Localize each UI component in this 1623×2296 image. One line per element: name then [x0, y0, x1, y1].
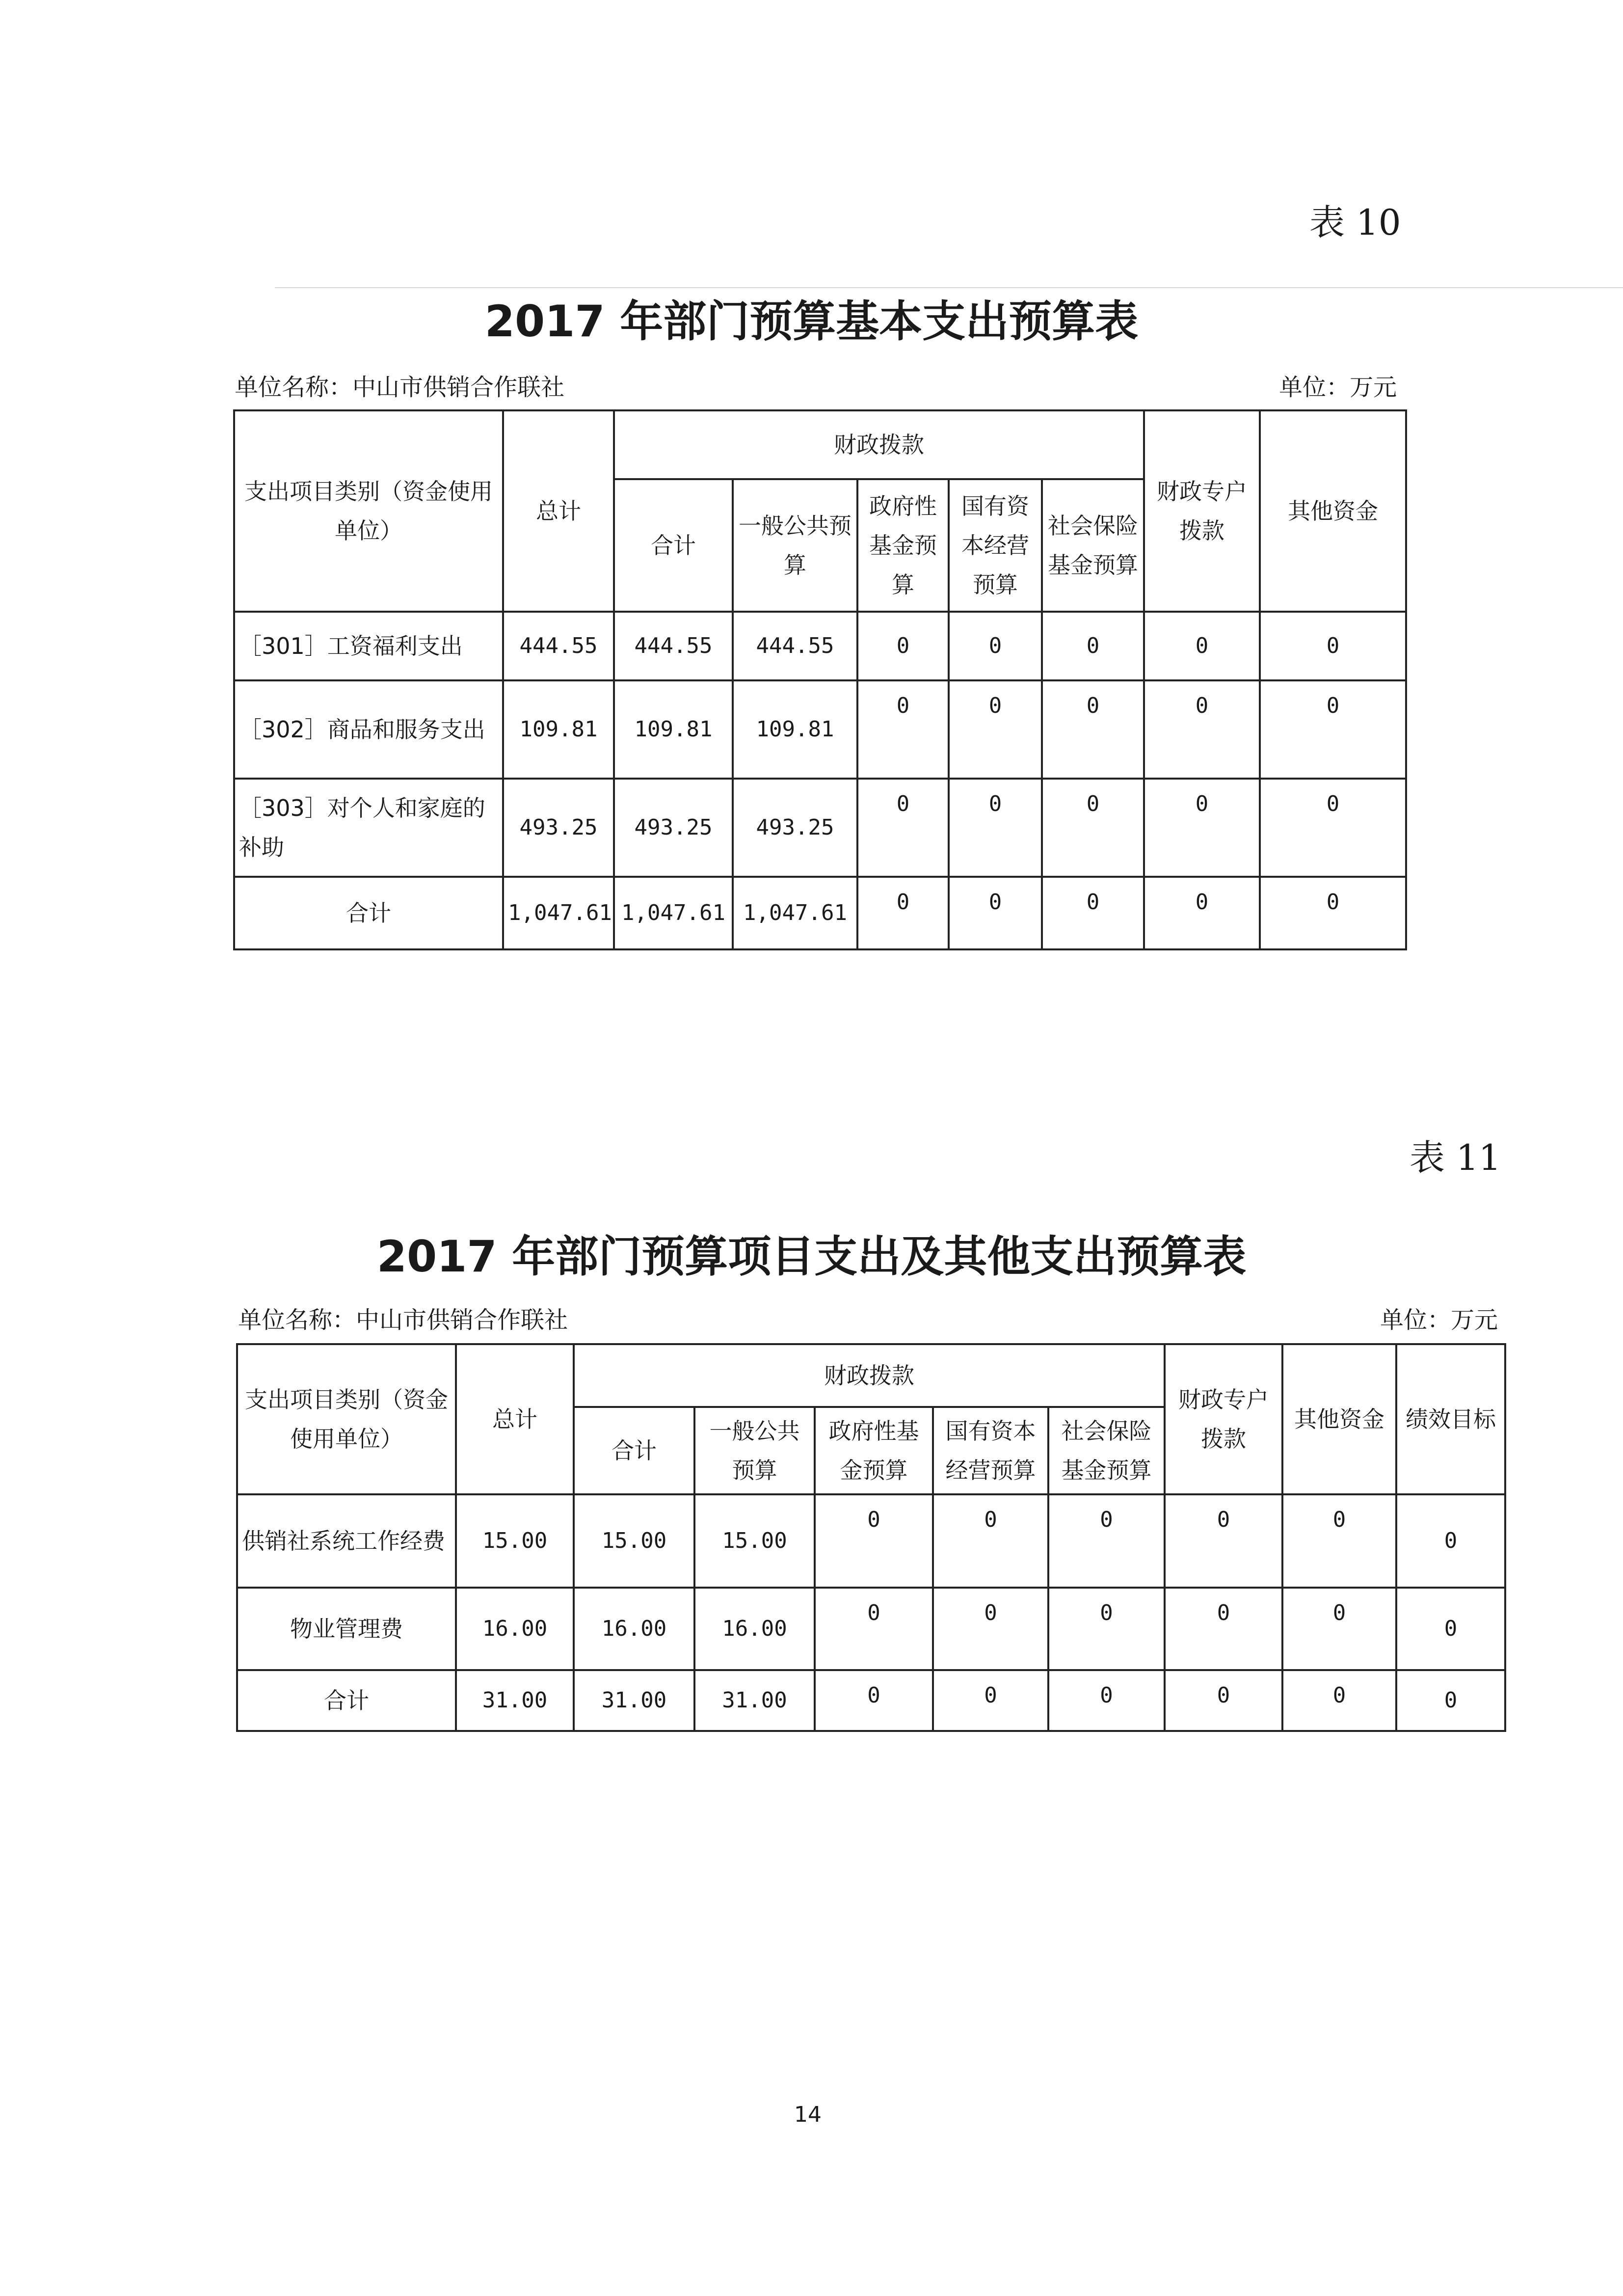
row-state-capital: 0 — [949, 680, 1042, 779]
table-row-total — [237, 1670, 1505, 1731]
table-10-title: 2017 年部门预算基本支出预算表 — [484, 296, 1139, 347]
header-gov-fund: 政府性基金预算 — [815, 1407, 933, 1494]
row-total: 16.00 — [456, 1588, 574, 1670]
row-special: 0 — [1144, 877, 1260, 949]
row-category: 供销社系统工作经费 — [237, 1494, 456, 1588]
row-subtotal: 493.25 — [614, 779, 733, 877]
row-special: 0 — [1144, 612, 1260, 680]
row-social-ins: 0 — [1042, 680, 1144, 779]
row-category: ［301］工资福利支出 — [234, 612, 503, 680]
row-special: 0 — [1144, 680, 1260, 779]
row-gov-fund: 0 — [857, 612, 949, 680]
row-total: 1,047.61 — [503, 877, 614, 949]
row-social-ins: 0 — [1042, 612, 1144, 680]
row-special: 0 — [1165, 1494, 1282, 1588]
row-category: 物业管理费 — [237, 1588, 456, 1670]
header-fiscal: 财政拨款 — [614, 410, 1144, 479]
header-special: 财政专户拨款 — [1144, 410, 1260, 612]
table-row — [237, 1588, 1505, 1670]
row-social-ins: 0 — [1048, 1670, 1165, 1731]
table-10-unit-name: 单位名称：中山市供销合作联社 — [235, 374, 565, 401]
header-category: 支出项目类别（资金使用单位） — [237, 1344, 456, 1494]
row-special: 0 — [1165, 1588, 1282, 1670]
row-social-ins: 0 — [1048, 1494, 1165, 1588]
row-gov-fund: 0 — [815, 1670, 933, 1731]
header-social-ins: 社会保险基金预算 — [1048, 1407, 1165, 1494]
row-general: 16.00 — [694, 1588, 815, 1670]
header-total: 总计 — [456, 1344, 574, 1494]
header-other: 其他资金 — [1282, 1344, 1396, 1494]
row-total: 15.00 — [456, 1494, 574, 1588]
row-special: 0 — [1144, 779, 1260, 877]
table-11-unit-name: 单位名称：中山市供销合作联社 — [238, 1306, 568, 1334]
table-10-unit: 单位：万元 — [1279, 374, 1397, 401]
row-total: 31.00 — [456, 1670, 574, 1731]
table-11-label: 表 11 — [1410, 1137, 1501, 1178]
header-social-ins: 社会保险基金预算 — [1042, 479, 1144, 612]
row-total: 493.25 — [503, 779, 614, 877]
header-fiscal: 财政拨款 — [574, 1344, 1165, 1407]
row-total: 109.81 — [503, 680, 614, 779]
row-other: 0 — [1260, 779, 1406, 877]
row-subtotal: 1,047.61 — [614, 877, 733, 949]
row-category: 合计 — [237, 1670, 456, 1731]
header-special: 财政专户拨款 — [1165, 1344, 1282, 1494]
row-other: 0 — [1282, 1494, 1396, 1588]
table-10 — [233, 409, 1407, 950]
row-subtotal: 16.00 — [574, 1588, 694, 1670]
row-general: 31.00 — [694, 1670, 815, 1731]
row-state-capital: 0 — [949, 877, 1042, 949]
row-gov-fund: 0 — [857, 680, 949, 779]
row-other: 0 — [1260, 877, 1406, 949]
table-row — [234, 779, 1406, 877]
table-11-title: 2017 年部门预算项目支出及其他支出预算表 — [376, 1231, 1247, 1282]
table-row — [234, 680, 1406, 779]
row-performance: 0 — [1396, 1670, 1505, 1731]
header-other: 其他资金 — [1260, 410, 1406, 612]
row-general: 15.00 — [694, 1494, 815, 1588]
row-state-capital: 0 — [933, 1670, 1048, 1731]
row-performance: 0 — [1396, 1588, 1505, 1670]
page-number: 14 — [794, 2102, 822, 2127]
row-subtotal: 31.00 — [574, 1670, 694, 1731]
header-general: 一般公共预算 — [733, 479, 857, 612]
row-gov-fund: 0 — [857, 779, 949, 877]
row-general: 1,047.61 — [733, 877, 857, 949]
row-social-ins: 0 — [1042, 779, 1144, 877]
table-row — [234, 612, 1406, 680]
row-subtotal: 109.81 — [614, 680, 733, 779]
table-11-unit: 单位：万元 — [1380, 1306, 1498, 1334]
row-other: 0 — [1260, 680, 1406, 779]
row-state-capital: 0 — [949, 612, 1042, 680]
row-total: 444.55 — [503, 612, 614, 680]
row-subtotal: 15.00 — [574, 1494, 694, 1588]
row-general: 493.25 — [733, 779, 857, 877]
row-gov-fund: 0 — [815, 1588, 933, 1670]
header-total: 总计 — [503, 410, 614, 612]
row-category: ［303］对个人和家庭的补助 — [234, 779, 503, 877]
row-category: ［302］商品和服务支出 — [234, 680, 503, 779]
header-state-capital: 国有资本经营预算 — [949, 479, 1042, 612]
header-subtotal: 合计 — [574, 1407, 694, 1494]
row-performance: 0 — [1396, 1494, 1505, 1588]
row-general: 109.81 — [733, 680, 857, 779]
row-subtotal: 444.55 — [614, 612, 733, 680]
row-other: 0 — [1282, 1670, 1396, 1731]
row-gov-fund: 0 — [815, 1494, 933, 1588]
row-general: 444.55 — [733, 612, 857, 680]
header-state-capital: 国有资本经营预算 — [933, 1407, 1048, 1494]
header-category: 支出项目类别（资金使用单位） — [234, 410, 503, 612]
header-performance: 绩效目标 — [1396, 1344, 1505, 1494]
header-subtotal: 合计 — [614, 479, 733, 612]
row-social-ins: 0 — [1042, 877, 1144, 949]
row-state-capital: 0 — [949, 779, 1042, 877]
row-state-capital: 0 — [933, 1494, 1048, 1588]
row-category: 合计 — [234, 877, 503, 949]
row-state-capital: 0 — [933, 1588, 1048, 1670]
row-social-ins: 0 — [1048, 1588, 1165, 1670]
row-gov-fund: 0 — [857, 877, 949, 949]
row-other: 0 — [1260, 612, 1406, 680]
row-other: 0 — [1282, 1588, 1396, 1670]
table-row-total — [234, 877, 1406, 949]
header-general: 一般公共预算 — [694, 1407, 815, 1494]
header-gov-fund: 政府性基金预算 — [857, 479, 949, 612]
table-row — [237, 1494, 1505, 1588]
row-special: 0 — [1165, 1670, 1282, 1731]
table-10-label: 表 10 — [1309, 202, 1401, 243]
table-11 — [236, 1343, 1506, 1732]
